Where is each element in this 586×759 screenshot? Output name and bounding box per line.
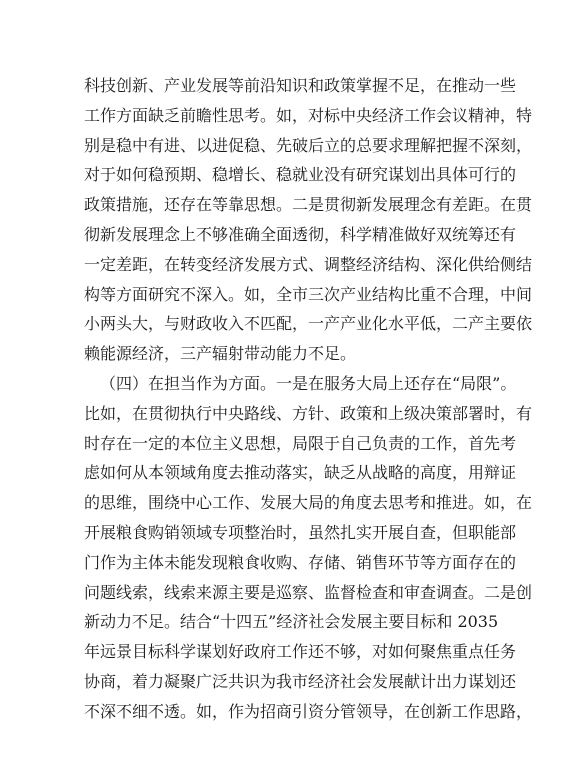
text-line: 政策措施，还存在等靠思想。二是贯彻新发展理念有差距。在贯 — [84, 195, 533, 215]
text-line: 不深不细不透。如，作为招商引资分管领导，在创新工作思路， — [84, 701, 533, 721]
text-line: 门作为主体未能发现粮食收购、存储、销售环节等方面存在的 — [84, 552, 517, 572]
section-heading-line: （四）在担当作为方面。一是在服务大局上还存在“局限”。 — [100, 373, 517, 393]
text-line: 新动力不足。结合“十四五”经济社会发展主要目标和 2035 — [84, 612, 499, 632]
text-line: 构等方面研究不深入。如，全市三次产业结构比重不合理，中间 — [84, 284, 533, 304]
text-line: 别是稳中有进、以进促稳、先破后立的总要求理解把握不深刻， — [84, 135, 533, 155]
text-line: 开展粮食购销领域专项整治时，虽然扎实开展自查，但职能部 — [84, 522, 517, 542]
text-line: 彻新发展理念上不够准确全面透彻，科学精准做好双统筹还有 — [84, 224, 517, 244]
text-line: 时存在一定的本位主义思想，局限于自己负责的工作，首先考 — [84, 433, 517, 453]
text-line: 协商，着力凝聚广泛共识为我市经济社会发展献计出力谋划还 — [84, 671, 517, 691]
text-line: 对于如何稳预期、稳增长、稳就业没有研究谋划出具体可行的 — [84, 165, 517, 185]
text-line: 的思维，围绕中心工作、发展大局的角度去思考和推进。如，在 — [84, 493, 533, 513]
text-line: 虑如何从本领域角度去推动落实，缺乏从战略的高度，用辩证 — [84, 463, 517, 483]
text-line: 工作方面缺乏前瞻性思考。如，对标中央经济工作会议精神，特 — [84, 105, 533, 125]
text-line: 科技创新、产业发展等前沿知识和政策掌握不足，在推动一些 — [84, 76, 517, 95]
text-line: 小两头大，与财政收入不匹配，一产产业化水平低，二产主要依 — [84, 314, 533, 334]
body-text — [84, 71, 533, 727]
text-line: 比如，在贯彻执行中央路线、方针、政策和上级决策部署时，有 — [84, 403, 533, 423]
text-line: 一定差距，在转变经济发展方式、调整经济结构、深化供给侧结 — [84, 254, 533, 274]
text-line: 赖能源经济，三产辐射带动能力不足。 — [84, 344, 357, 364]
text-line: 年远景目标科学谋划好政府工作还不够，对如何聚焦重点任务 — [84, 642, 517, 662]
text-line: 问题线索，线索来源主要是巡察、监督检查和审查调查。二是创 — [84, 582, 533, 602]
